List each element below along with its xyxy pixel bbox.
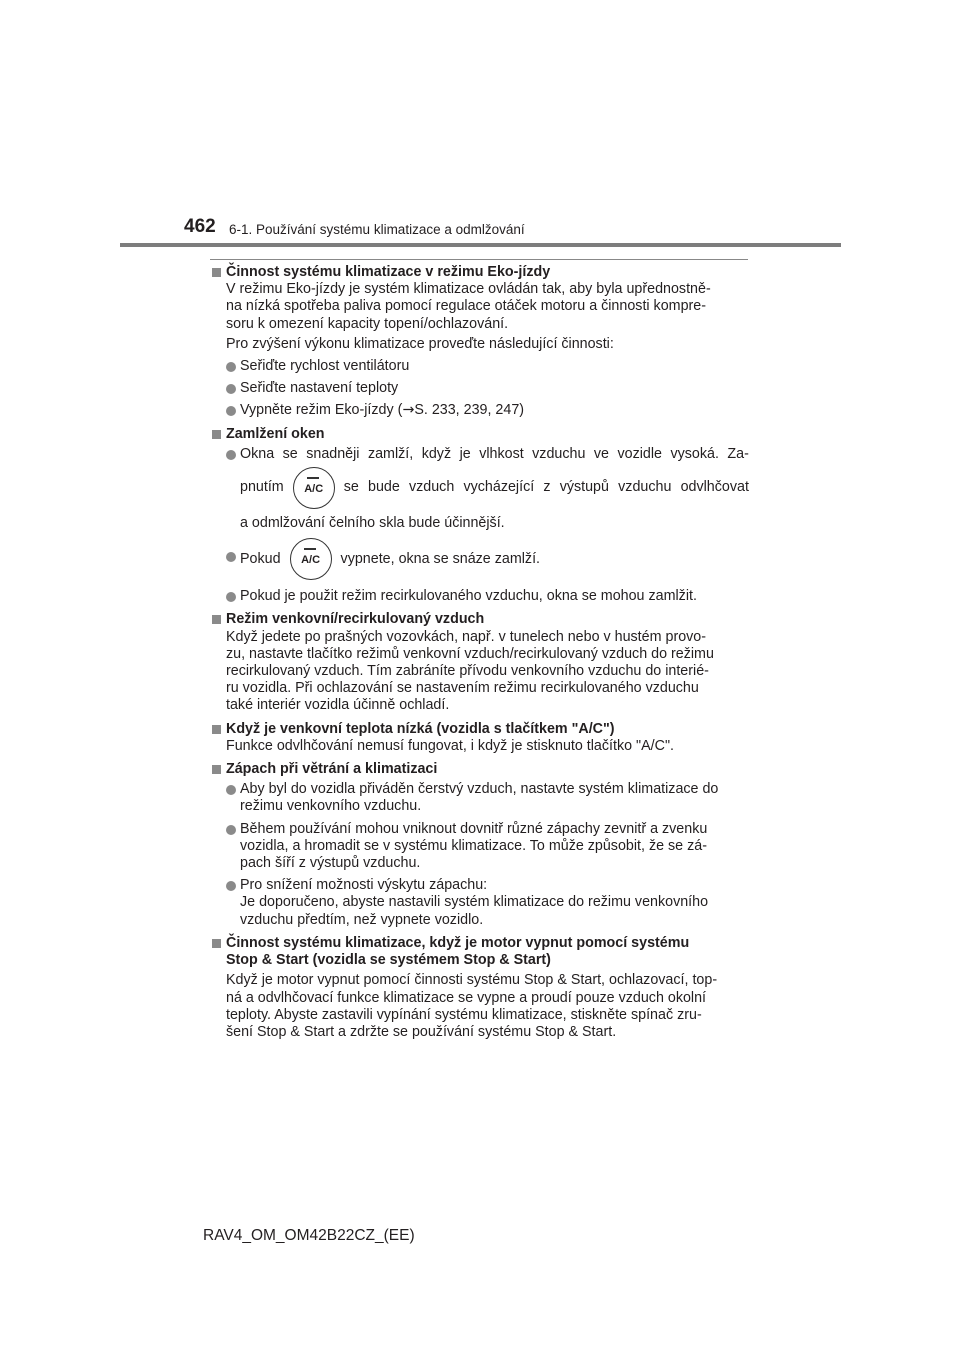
- list-item: Pro snížení možnosti výskytu zápachu: Je doporučeno, abyste nastavili systém klimatizace do režimu venkovního vzduchu předtím, než vypnete vozidlo.: [212, 877, 749, 929]
- section-heading: Činnost systému klimatizace, když je motor vypnut pomocí systému: [226, 934, 690, 951]
- section-stop-start: [212, 935, 749, 1041]
- list-item: Vypněte režim Eko-jízdy (→S. 233, 239, 247): [212, 402, 749, 419]
- page-number: 462: [184, 216, 216, 237]
- ac-button-icon: A/C: [293, 467, 335, 509]
- round-bullet-icon: [226, 406, 236, 416]
- list-item: Aby byl do vozidla přiváděn čerstvý vzduch, nastavte systém klimatizace do režimu venkovního vzduchu.: [212, 781, 749, 815]
- section-odor: [212, 761, 749, 929]
- round-bullet-icon: [226, 384, 236, 394]
- round-bullet-icon: [226, 592, 236, 602]
- section-window-fogging: [212, 426, 749, 606]
- section-low-temperature: [212, 721, 749, 755]
- section-air-mode: [212, 611, 749, 714]
- paragraph: Když jedete po prašných vozovkách, např. v tunelech nebo v hustém provo- zu, nastavte tlačítko režimů venkovní vzduch/recirkulovaný vzduch do režimu recirkulovaný vzduch. Tím zabráníte přívodu venkovního vzduchu do interié- ru vozidla. Při ochlazování se nastavením režimu recirkulovaného vzduchu také interiér vozidla účinně ochladí.: [226, 628, 714, 714]
- round-bullet-icon: [226, 552, 236, 562]
- list-item: Seřiďte nastavení teploty: [212, 380, 749, 397]
- square-bullet-icon: [212, 939, 221, 948]
- header-rule: [120, 243, 841, 247]
- arrow-icon: →: [402, 402, 415, 419]
- section-heading: Režim venkovní/recirkulovaný vzduch: [226, 611, 485, 628]
- section-heading: Činnost systému klimatizace v režimu Eko-jízdy: [226, 264, 551, 280]
- square-bullet-icon: [212, 268, 221, 277]
- paragraph: Pro zvýšení výkonu klimatizace proveďte následující činnosti:: [226, 335, 614, 352]
- section-heading: Zápach při větrání a klimatizaci: [226, 761, 438, 778]
- paragraph: Když je motor vypnut pomocí činnosti systému Stop & Start, ochlazovací, top- ná a odvlhčovací funkce klimatizace se vypne a proudí pouze vzduch okolní teploty. Abyste zastavili vypínání systému klimatizace, stiskněte spínač zru- šení Stop & Start a zdržte se používání systému Stop & Start.: [226, 972, 718, 1040]
- content-rule: [210, 259, 748, 260]
- ac-button-icon: A/C: [290, 538, 332, 580]
- section-heading: Zamlžení oken: [226, 425, 325, 442]
- square-bullet-icon: [212, 765, 221, 774]
- section-eco-mode: [212, 264, 749, 420]
- list-item: Během používání mohou vniknout dovnitř různé zápachy zevnitř a zvenku vozidla, a hromadit se v systému klimatizace. To může způsobit, že se zá- pach šíří z výstupů vzduchu.: [212, 821, 749, 873]
- list-item: Pokud A/C vypnete, okna se snáze zamlží.: [212, 538, 749, 580]
- round-bullet-icon: [226, 362, 236, 372]
- list-item: Pokud je použit režim recirkulovaného vzduchu, okna se mohou zamlžit.: [212, 588, 749, 605]
- paragraph: Funkce odvlhčování nemusí fungovat, i když je stisknuto tlačítko "A/C".: [226, 737, 675, 754]
- chapter-title: 6-1. Používání systému klimatizace a odmlžování: [229, 222, 525, 237]
- square-bullet-icon: [212, 725, 221, 734]
- content: [212, 264, 749, 1041]
- square-bullet-icon: [212, 615, 221, 624]
- section-heading: Když je venkovní teplota nízká (vozidla s tlačítkem "A/C"): [226, 720, 615, 737]
- section-heading: Stop & Start (vozidla se systémem Stop & Start): [226, 952, 551, 969]
- list-item: Okna se snadněji zamlží, když je vlhkost vzduchu ve vozidle vysoká. Za- pnutím A/C se bude vzduch vycházející z výstupů vzduchu odvlhčovat a odmlžování čelního skla bude účinnější.: [212, 446, 749, 532]
- paragraph: V režimu Eko-jízdy je systém klimatizace ovládán tak, aby byla upřednostně- na nízká spotřeba paliva pomocí regulace otáček motoru a činnosti kompre- soru k omezení kapacity topení/ochlazování.: [226, 281, 711, 332]
- round-bullet-icon: [226, 785, 236, 795]
- round-bullet-icon: [226, 450, 236, 460]
- round-bullet-icon: [226, 881, 236, 891]
- footer-code: RAV4_OM_OM42B22CZ_(EE): [203, 1227, 415, 1244]
- round-bullet-icon: [226, 825, 236, 835]
- square-bullet-icon: [212, 430, 221, 439]
- list-item: Seřiďte rychlost ventilátoru: [212, 358, 749, 375]
